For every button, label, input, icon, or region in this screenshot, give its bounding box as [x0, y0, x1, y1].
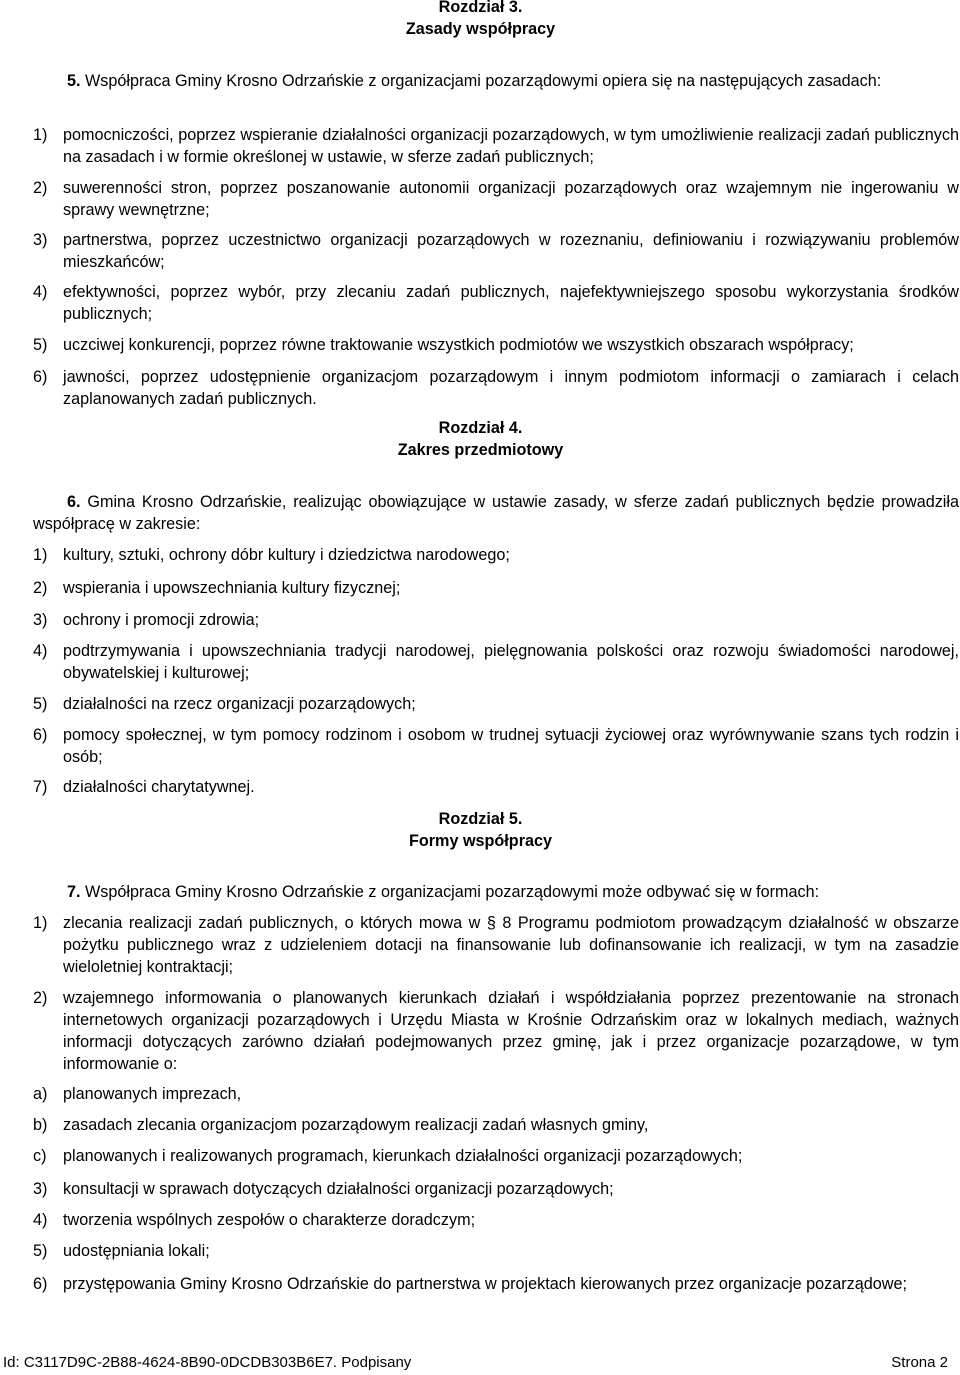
chapter-3-heading [2, 0, 959, 40]
list-item: 7) działalności charytatywnej. [33, 778, 255, 796]
list-item: 2) wzajemnego informowania o planowanych kierunkach działań i współdziałania poprzez prezentowanie na stronach internetowych organizacji pozarządowych i Urzędu Miasta w Krośnie Odrzańskim oraz w lokalnych mediach, ważnych informacji dotyczących zarówno działań podejmowanych przez gminę, jak i przez organizacje pozarządowe, w tym informowanie o: [33, 989, 959, 1073]
page-number: Strona 2 [891, 1354, 948, 1371]
chapter-4-heading [2, 417, 959, 461]
paragraph-text: Współpraca Gminy Krosno Odrzańskie z organizacjami pozarządowymi opiera się na następujących zasadach: [85, 72, 882, 90]
list-item: 4) efektywności, poprzez wybór, przy zlecaniu zadań publicznych, najefektywniejszego sposobu wykorzystania środków publicznych; [33, 283, 959, 323]
list-item: 6) jawności, poprzez udostępnienie organizacjom pozarządowym i innym podmiotom informacji o zamiarach i celach zaplanowanych zadań publicznych. [33, 368, 959, 408]
list-item: 6) przystępowania Gminy Krosno Odrzańskie do partnerstwa w projektach kierowanych przez organizacje pozarządowe; [33, 1275, 907, 1293]
list-item: 2) wspierania i upowszechniania kultury fizycznej; [33, 579, 401, 597]
chapter-title: Zasady współpracy [405, 20, 556, 38]
paragraph-text: Gmina Krosno Odrzańskie, realizując obowiązujące w ustawie zasady, w sferze zadań publicznych będzie prowadziła współpracę w zakresie: [33, 493, 959, 533]
list-item: 4) podtrzymywania i upowszechniania tradycji narodowej, pielęgnowania polskości oraz rozwoju świadomości narodowej, obywatelskiej i kulturowej; [33, 642, 959, 682]
list-item: 3) ochrony i promocji zdrowia; [33, 611, 260, 629]
chapter-label: Rozdział 3. [438, 0, 523, 16]
list-item: 3) partnerstwa, poprzez uczestnictwo organizacji pozarządowych w rozeznaniu, definiowaniu i rozwiązywaniu problemów mieszkańców; [33, 231, 959, 271]
paragraph-7 [33, 881, 959, 903]
document-id: Id: C3117D9C-2B88-4624-8B90-0DCDB303B6E7. Podpisany [3, 1354, 412, 1371]
list-item: 2) suwerenności stron, poprzez poszanowanie autonomii organizacji pozarządowych oraz wzajemnym nie ingerowaniu w sprawy wewnętrzne; [33, 179, 959, 219]
list-item: 6) pomocy społecznej, w tym pomocy rodzinom i osobom w trudnej sytuacji życiowej oraz wyrównywanie szans tych rodzin i osób; [33, 726, 959, 766]
chapter-label: Rozdział 4. [438, 419, 523, 437]
paragraph-5 [33, 70, 959, 92]
chapter-5-heading [2, 808, 959, 852]
list-item: c) planowanych i realizowanych programach, kierunkach działalności organizacji pozarządowych; [33, 1147, 743, 1165]
paragraph-number: 7. [67, 883, 81, 901]
paragraph-6 [33, 491, 959, 535]
chapter-title: Zakres przedmiotowy [397, 441, 564, 459]
list-item: 5) działalności na rzecz organizacji pozarządowych; [33, 695, 416, 713]
list-item: 4) tworzenia wspólnych zespołów o charakterze doradczym; [33, 1211, 476, 1229]
paragraph-text: Współpraca Gminy Krosno Odrzańskie z organizacjami pozarządowymi może odbywać się w formach: [85, 883, 820, 901]
list-item: a) planowanych imprezach, [33, 1085, 242, 1103]
list-item: 1) zlecania realizacji zadań publicznych, o których mowa w § 8 Programu podmiotom prowadzącym działalność w obszarze pożytku publicznego wraz z udzieleniem dotacji na finansowanie lub dofinansowanie ich realizacji, w tym na zasadzie wieloletniej kontraktacji; [33, 914, 959, 976]
list-item: 5) udostępniania lokali; [33, 1242, 210, 1260]
list-item: b) zasadach zlecania organizacjom pozarządowym realizacji zadań własnych gminy, [33, 1116, 649, 1134]
paragraph-number: 5. [67, 72, 81, 90]
paragraph-number: 6. [67, 493, 81, 511]
list-item: 5) uczciwej konkurencji, poprzez równe traktowanie wszystkich podmiotów we wszystkich obszarach współpracy; [33, 336, 854, 354]
list-item: 1) pomocniczości, poprzez wspieranie działalności organizacji pozarządowych, w tym umożliwienie realizacji zadań publicznych na zasadach i w formie określonej w ustawie, w sferze zadań publicznych; [33, 126, 959, 166]
list-item: 3) konsultacji w sprawach dotyczących działalności organizacji pozarządowych; [33, 1180, 614, 1198]
list-item: 1) kultury, sztuki, ochrony dóbr kultury i dziedzictwa narodowego; [33, 546, 510, 564]
chapter-title: Formy współpracy [408, 832, 553, 850]
chapter-label: Rozdział 5. [438, 810, 523, 828]
